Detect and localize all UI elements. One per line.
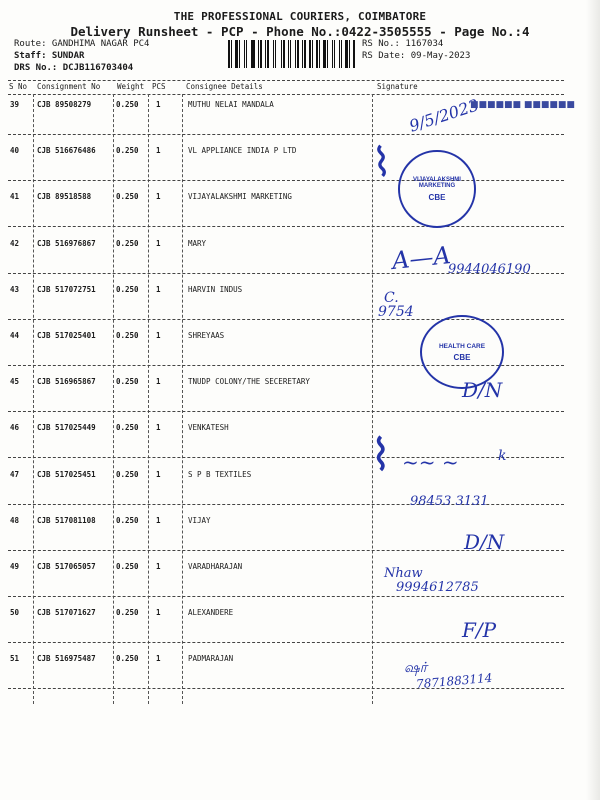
handwritten-date: 9/5/2023 [406,95,482,136]
barcode-bar [288,40,289,68]
barcode-bar [304,40,306,68]
row-pcs: 1 [156,516,161,525]
barcode-bar [334,40,335,68]
row-separator [8,180,564,181]
barcode-bar [260,40,262,68]
row-separator [8,688,564,689]
barcode-bar [241,40,243,68]
row-weight: 0.250 [116,562,139,571]
barcode-bar [297,40,300,68]
row-weight: 0.250 [116,608,139,617]
handwritten-phone-51: 7871883114 [415,670,493,692]
row-pcs: 1 [156,239,161,248]
col-weight: Weight [117,82,145,91]
row-separator [8,642,564,643]
barcode-bar [267,40,269,68]
barcode-bar [345,40,348,68]
handwritten-phone-43: 9754 [378,304,414,320]
row-pcs: 1 [156,654,161,663]
handwritten-mark-45: D/N [462,378,503,402]
row-weight: 0.250 [116,100,139,109]
signature-row42: A—A [390,241,452,275]
barcode-bar [351,40,352,68]
barcode-bar [302,40,303,68]
barcode-bar [329,40,331,68]
rs-date: RS Date: 09-May-2023 [362,51,471,61]
barcode-bar [244,40,245,68]
barcode-bar [292,40,294,68]
stamp-row39: ■■■■■■ ■■■■■■ [470,100,575,110]
row-consignment-no: CJB 516976867 [37,239,96,248]
row-consignment-no: CJB 516975487 [37,654,96,663]
col-pcs: PCS [152,82,166,91]
row-pcs: 1 [156,192,161,201]
staff-label: Staff: SUNDAR [14,51,85,61]
row-sno: 51 [10,654,20,663]
handwritten-phone-49: 9994612785 [396,580,479,595]
barcode-bar [341,40,342,68]
barcode-bar [258,40,259,68]
row-consignment-no: CJB 517025401 [37,331,96,340]
row-separator [8,411,564,412]
row-sno: 47 [10,470,20,479]
barcode-bar [248,40,250,68]
drs-number: DRS No.: DCJB116703404 [14,63,134,73]
barcode-bar [281,40,282,68]
col-divider [113,94,114,704]
barcode-bar [307,40,308,68]
row-sno: 44 [10,331,20,340]
row-consignment-no: CJB 517065057 [37,562,96,571]
row-sno: 46 [10,423,20,432]
row-weight: 0.250 [116,192,139,201]
table-top-rule [8,80,564,81]
row-pcs: 1 [156,146,161,155]
row-pcs: 1 [156,423,161,432]
barcode-bar [327,40,328,68]
barcode-bar [233,40,234,68]
col-divider [182,94,183,704]
barcode-bar [246,40,247,68]
row-consignment-no: CJB 517025449 [37,423,96,432]
stamp-text: HEALTH CARE [438,342,486,350]
row-consignment-no: CJB 516676486 [37,146,96,155]
row-sno: 48 [10,516,20,525]
barcode-bar [290,40,291,68]
row-sno: 45 [10,377,20,386]
row-weight: 0.250 [116,654,139,663]
row-separator [8,596,564,597]
row-sno: 49 [10,562,20,571]
row-pcs: 1 [156,608,161,617]
col-consignment: Consignment No [37,82,101,91]
row-consignee: ALEXANDERE [188,608,234,617]
row-consignee: VENKATESH [188,423,229,432]
row-consignee: TNUDP COLONY/THE SECERETARY [188,377,310,386]
barcode-bar [295,40,296,68]
row-consignee: MARY [188,239,207,248]
barcode-bar [323,40,326,68]
stamp-city: CBE [428,192,446,202]
row-pcs: 1 [156,285,161,294]
barcode-bar [336,40,338,68]
stamp-city: CBE [453,352,471,362]
stamp-text: VIJAYALAKSHMI MARKETING [413,176,461,189]
handwritten-name-43: C. [384,290,399,306]
barcode-bar [273,40,274,68]
header-rule [8,94,564,95]
barcode-bar [275,40,276,68]
row-weight: 0.250 [116,285,139,294]
row-separator [8,226,564,227]
row-consignment-no: CJB 517025451 [37,470,96,479]
row-consignee: VARADHARAJAN [188,562,243,571]
barcode-bar [343,40,345,68]
handwritten-mark-46: k [498,448,507,464]
barcode-bar [312,40,313,68]
barcode-bar [286,40,287,68]
scan-edge [586,0,600,800]
barcode-bar [316,40,318,68]
signature-row46: ~~ ~ [402,450,459,474]
row-sno: 40 [10,146,20,155]
rs-number: RS No.: 1167034 [362,39,444,49]
row-consignment-no: CJB 517071627 [37,608,96,617]
barcode-bar [277,40,280,68]
row-separator [8,457,564,458]
barcode-bar [256,40,257,68]
barcode-bar [300,40,301,68]
row-sno: 39 [10,100,20,109]
col-divider [148,94,149,704]
col-divider [33,94,34,704]
barcode-bar [251,40,252,68]
scribble-row40: ⌇ [370,139,394,187]
handwritten-phone-47: 98453 3131 [410,494,489,509]
row-sno: 42 [10,239,20,248]
row-consignee: MUTHU NELAI MANDALA [188,100,274,109]
col-consignee: Consignee Details [186,82,263,91]
col-signature: Signature [377,82,418,91]
row-pcs: 1 [156,562,161,571]
row-consignee: VIJAY [188,516,211,525]
row-sno: 43 [10,285,20,294]
row-consignment-no: CJB 517072751 [37,285,96,294]
row-weight: 0.250 [116,331,139,340]
barcode-bar [239,40,240,68]
signature-row51: ஷர் [404,660,427,676]
barcode-bar [252,40,255,68]
row-consignee: VL APPLIANCE INDIA P LTD [188,146,297,155]
row-weight: 0.250 [116,516,139,525]
row-sno: 41 [10,192,20,201]
row-weight: 0.250 [116,146,139,155]
scribble-row46: ⌇ [370,430,392,481]
barcode-bar [263,40,264,68]
row-weight: 0.250 [116,470,139,479]
barcode-bar [319,40,320,68]
signature-row49: Nhaw [384,566,423,581]
barcode-bar [283,40,285,68]
row-pcs: 1 [156,100,161,109]
handwritten-phone-42: 9944046190 [448,262,531,277]
row-weight: 0.250 [116,239,139,248]
row-separator [8,134,564,135]
barcode-bar [231,40,232,68]
company-title: THE PROFESSIONAL COURIERS, COIMBATORE [173,10,427,23]
row-consignment-no: CJB 89518588 [37,192,92,201]
row-consignee: S P B TEXTILES [188,470,252,479]
barcode-bar [332,40,333,68]
row-consignment-no: CJB 516965867 [37,377,96,386]
barcode-bar [235,40,238,68]
handwritten-mark-48: D/N [464,530,505,554]
barcode-bar [228,40,230,68]
row-consignee: VIJAYALAKSHMI MARKETING [188,192,292,201]
route-label: Route: GANDHIMA NAGAR PC4 [14,39,150,49]
runsheet-barcode [228,40,356,68]
barcode-bar [314,40,315,68]
row-pcs: 1 [156,331,161,340]
row-weight: 0.250 [116,377,139,386]
row-consignment-no: CJB 517081108 [37,516,96,525]
row-pcs: 1 [156,377,161,386]
row-pcs: 1 [156,470,161,479]
barcode-bar [309,40,311,68]
barcode-bar [321,40,322,68]
barcode-bar [339,40,340,68]
row-sno: 50 [10,608,20,617]
row-consignment-no: CJB 89508279 [37,100,92,109]
handwritten-mark-50: F/P [462,618,497,642]
col-sno: S No [9,82,28,91]
company-stamp-row41 [398,150,476,228]
row-consignee: PADMARAJAN [188,654,234,663]
runsheet-subtitle: Delivery Runsheet - PCP - Phone No.:0422-3505555 - Page No.:4 [70,24,530,39]
barcode-bar [265,40,266,68]
row-weight: 0.250 [116,423,139,432]
barcode-bar [270,40,272,68]
barcode-bar [349,40,350,68]
row-consignee: HARVIN INDUS [188,285,243,294]
row-consignee: SHREYAAS [188,331,225,340]
barcode-bar [353,40,355,68]
